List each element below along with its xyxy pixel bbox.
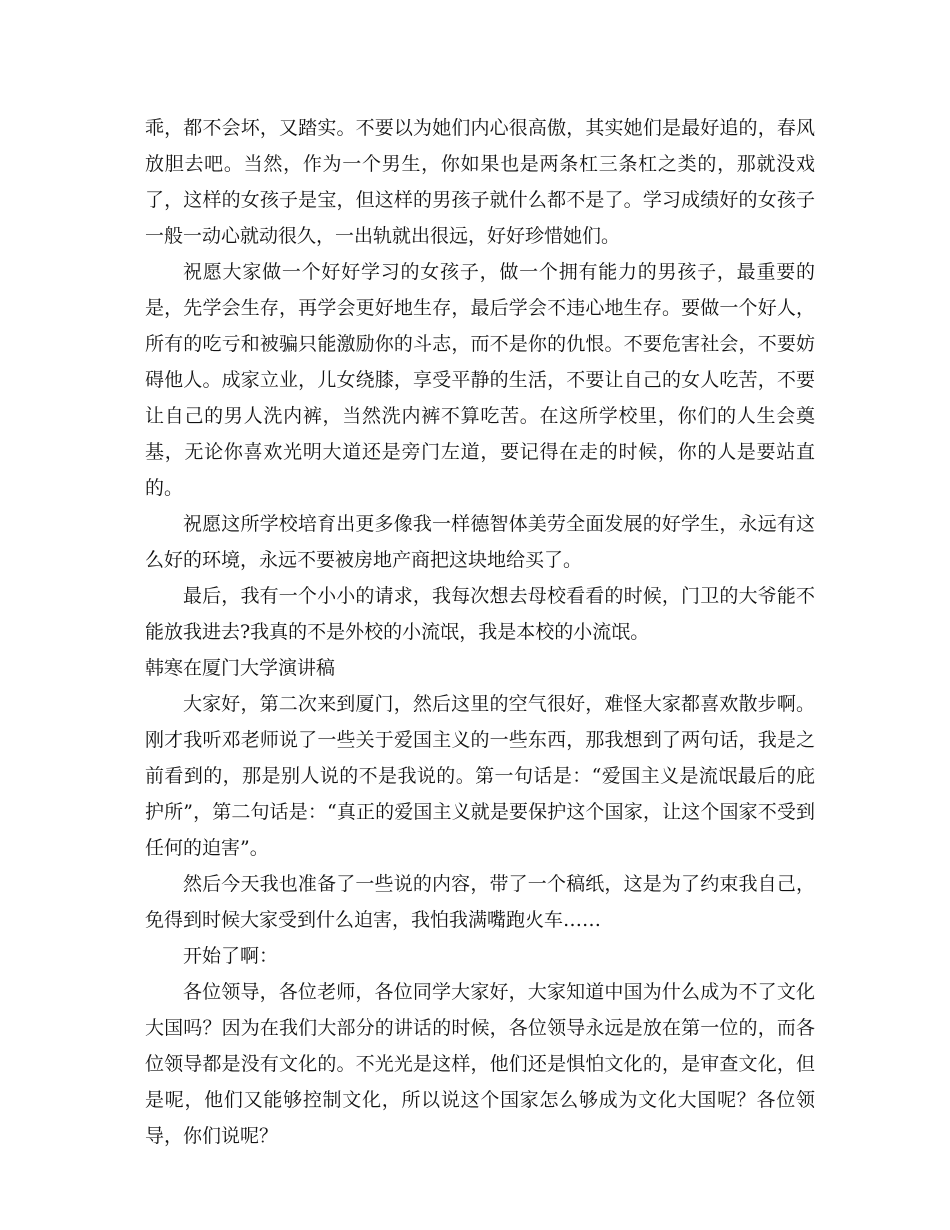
paragraph: 然后今天我也准备了一些说的内容，带了一个稿纸，这是为了约束我自己，免得到时候大家受到什么迫害，我怕我满嘴跑火车…… [145, 873, 815, 931]
paragraph: 各位领导，各位老师，各位同学大家好，大家知道中国为什么成为不了文化大国吗？因为在我们大部分的讲话的时候，各位领导永远是放在第一位的，而各位领导都是没有文化的。不光光是这样，他们还是惧怕文化的，是审查文化，但是呢，他们又能够控制文化，所以说这个国家怎么够成为文化大国呢？各位领导，你们说呢？ [145, 981, 815, 1147]
paragraph: 最后，我有一个小小的请求，我每次想去母校看看的时候，门卫的大爷能不能放我进去?我真的不是外校的小流氓，我是本校的小流氓。 [145, 585, 815, 643]
paragraph: 大家好，第二次来到厦门，然后这里的空气很好，难怪大家都喜欢散步啊。刚才我听邓老师说了一些关于爱国主义的一些东西，那我想到了两句话，我是之前看到的，那是别人说的不是我说的。第一句话是：“爱国主义是流氓最后的庇护所”，第二句话是：“真正的爱国主义就是要保护这个国家，让这个国家不受到任何的迫害”。 [145, 693, 815, 859]
paragraph: 开始了啊： [183, 945, 279, 967]
section-title: 韩寒在厦门大学演讲稿 [145, 657, 336, 679]
paragraph: 乖，都不会坏，又踏实。不要以为她们内心很高傲，其实她们是最好追的，春风放胆去吧。当然，作为一个男生，你如果也是两条杠三条杠之类的，那就没戏了，这样的女孩子是宝，但这样的男孩子就什么都不是了。学习成绩好的女孩子一般一动心就动很久，一出轨就出很远，好好珍惜她们。 [145, 117, 815, 247]
paragraph: 祝愿这所学校培育出更多像我一样德智体美劳全面发展的好学生，永远有这么好的环境，永远不要被房地产商把这块地给买了。 [145, 513, 815, 571]
document-body [145, 110, 815, 1154]
paragraph: 祝愿大家做一个好好学习的女孩子，做一个拥有能力的男孩子，最重要的是，先学会生存，再学会更好地生存，最后学会不违心地生存。要做一个好人，所有的吃亏和被骗只能激励你的斗志，而不是你的仇恨。不要危害社会，不要妨碍他人。成家立业，儿女绕膝，享受平静的生活，不要让自己的女人吃苦，不要让自己的男人洗内裤，当然洗内裤不算吃苦。在这所学校里，你们的人生会奠基，无论你喜欢光明大道还是旁门左道，要记得在走的时候，你的人是要站直的。 [145, 261, 815, 499]
